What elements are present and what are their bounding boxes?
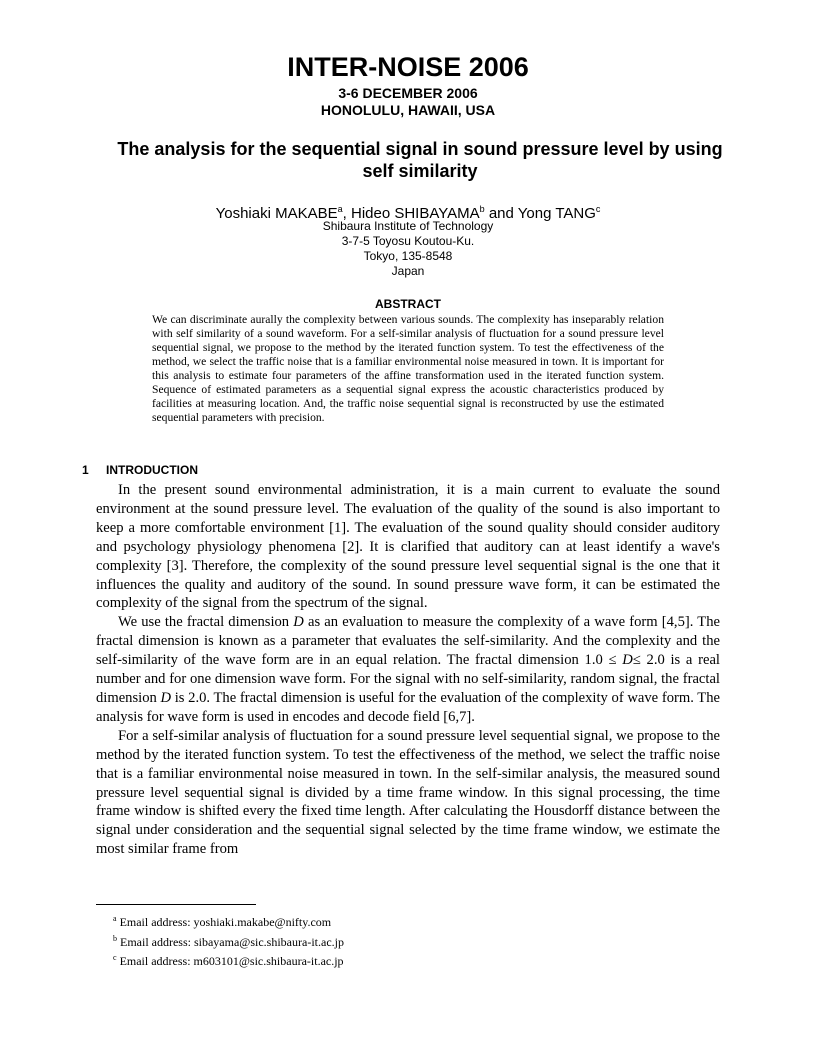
footnote-mark: a [113,914,117,923]
footnote [113,931,344,951]
conference-date: 3-6 DECEMBER 2006 [338,85,478,101]
le-symbol: ≤ [602,652,623,669]
range-upper: 2.0 [646,652,665,669]
footnote-mark: c [113,953,117,962]
affiliation-institution: Shibaura Institute of Technology [322,219,494,233]
author-separator: and [484,205,518,222]
footnote [113,911,344,931]
body-text [96,481,720,859]
author-name: Yoshiaki MAKABE [215,205,338,222]
footnote-divider [96,904,256,905]
variable-d: D [160,689,172,706]
variable-d: D [293,614,304,631]
author-mark: b [479,204,485,214]
affiliation-city: Tokyo, 135-8548 [363,249,453,263]
section-number: 1 [82,463,89,477]
author-name: Yong TANG [517,205,596,222]
text-run: is 2.0. The fractal dimension is useful for the evaluation of the complexity of wave form. The analysis for wave form is used in encodes and decode field [6,7]. [96,689,720,725]
section-title: INTRODUCTION [106,463,198,477]
conference-title: INTER-NOISE 2006 [287,52,529,82]
section-heading [82,463,198,477]
text-run: as an evaluation to measure the complexity of a wave form [4,5]. The fractal dimension is known as a parameter that evaluates the self-similarity. And the complexity and the self-similarity of the wave form are in an equal relation. The fractal dimension [96,614,720,669]
footnotes [113,911,344,970]
paper-title: The analysis for the sequential signal in sound pressure level by using self similarity [117,139,723,181]
affiliation-street: 3-7-5 Toyosu Koutou-Ku. [341,234,475,248]
paragraph: For a self-similar analysis of fluctuation for a sound pressure level sequential signal, we propose to the method by the iterated function system. To test the effectiveness of the method, we select the traffic noise that is a familiar environmental noise measured in town. In the self-similar analysis, the measured sound pressure level sequential signal is divided by a time frame window. In this signal processing, the time frame window is shifted every the fixed time length. After calculating the Housdorff distance between the signal under consideration and the sequential signal selected by the time frame window, we estimate the most similar frame from [96,727,720,858]
footnote-text: Email address: m603101@sic.shibaura-it.ac.jp [116,954,344,968]
text-run: is a real number and for one dimension wave form. For the signal with no self-similarity, random signal, the fractal dimension [96,652,720,706]
text-run: We use the fractal dimension [118,614,294,631]
footnote-text: Email address: sibayama@sic.shibaura-it.ac.jp [117,934,344,949]
author-separator: , [342,205,351,222]
conference-place: HONOLULU, HAWAII, USA [320,102,496,118]
author-mark: a [337,204,343,214]
author-mark: c [595,204,601,214]
author-name: Hideo SHIBAYAMA [350,205,480,222]
variable-d: D [622,652,633,669]
paragraph [96,613,720,726]
abstract-heading: ABSTRACT [375,297,441,311]
le-symbol: ≤ [632,652,647,669]
affiliation-country: Japan [391,264,425,278]
abstract-text: We can discriminate aurally the complexity between various sounds. The complexity has inseparably relation with self similarity of a sound waveform. For a self-similar analysis of fluctuation for a sound pressure level sequential signal, we propose to the method by the iterated function system. To test the effectiveness of the method, we select the traffic noise that is a familiar environmental noise measured in town. It is important for this analysis to estimate four parameters of the affine transformation used in the iterated function system. Sequence of estimated parameters as a sequential signal express the acoustic characteristics produced by facilities at measuring location. And, the traffic noise sequential signal is reconstructed by use the estimated sequential parameters with precision. [152,313,664,425]
range-lower: 1.0 [584,652,603,669]
footnote [113,950,344,970]
footnote-mark: b [113,933,117,943]
paragraph: In the present sound environmental administration, it is a main current to evaluate the sound environment at the sound pressure level. The evaluation of the quality of the sound is also important to keep a more comfortable environment [1]. The evaluation of the sound quality should consider auditory and psychology physiology phenomena [2]. It is clarified that auditory can at least identify a wave's complexity [3]. Therefore, the complexity of the sound pressure level sequential signal is the one that it influences the quality and auditory of the sound. In sound pressure wave form, it can be estimated the complexity of the signal from the spectrum of the signal. [96,482,720,612]
footnote-text: Email address: yoshiaki.makabe@nifty.com [116,915,332,929]
